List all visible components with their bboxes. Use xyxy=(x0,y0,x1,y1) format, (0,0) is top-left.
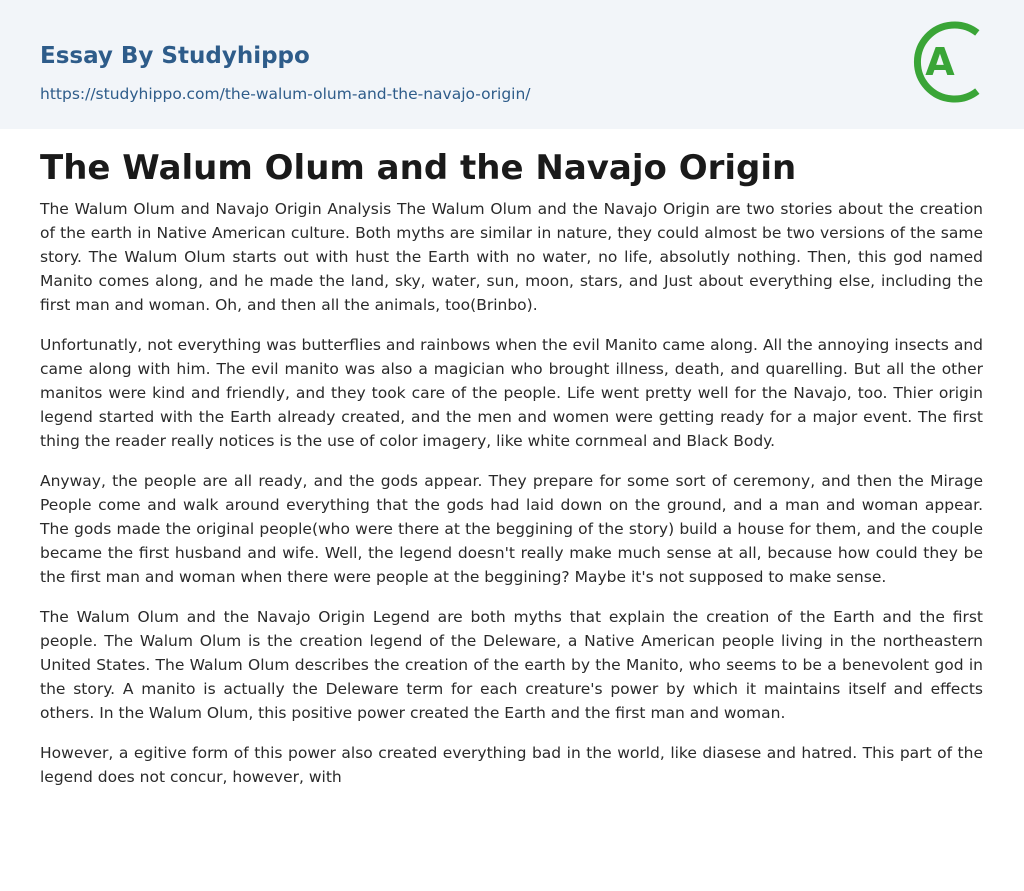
article xyxy=(40,145,983,805)
logo-letter: A xyxy=(925,40,955,84)
article-paragraph: Anyway, the people are all ready, and the gods appear. They prepare for some sort of ceremony, and then the Mirage People come and walk around everything that the gods had laid down on the ground, and a man and woman appear. The gods made the original people(who were there at the beggining of the story) build a house for them, and the couple became the first husband and wife. Well, the legend doesn't really make much sense at all, because how could they be the first man and woman when there were people at the beggining? Maybe it's not supposed to make sense. xyxy=(40,472,983,586)
article-paragraph: Unfortunatly, not everything was butterflies and rainbows when the evil Manito came along. All the annoying insects and came along with him. The evil manito was also a magician who brought illness, death, and quarelling. But all the other manitos were kind and friendly, and they took care of the people. Life went pretty well for the Navajo, too. Thier origin legend started with the Earth already created, and the men and women were getting ready for a major event. The first thing the reader really notices is the use of color imagery, like white cornmeal and Black Body. xyxy=(40,336,983,450)
article-paragraph: The Walum Olum and Navajo Origin Analysis The Walum Olum and the Navajo Origin are two stories about the creation of the earth in Native American culture. Both myths are similar in nature, they could almost be two versions of the same story. The Walum Olum starts out with hust the Earth with no water, no life, absolutly nothing. Then, this god named Manito comes along, and he made the land, sky, water, sun, moon, stars, and Just about everything else, including the first man and woman. Oh, and then all the animals, too(Brinbo). xyxy=(40,200,983,314)
page-title: The Walum Olum and the Navajo Origin xyxy=(40,148,797,188)
source-url-link[interactable]: https://studyhippo.com/the-walum-olum-and-the-navajo-origin/ xyxy=(40,85,531,103)
studyhippo-logo-icon[interactable] xyxy=(910,18,988,106)
site-header xyxy=(0,0,1024,129)
article-paragraph: The Walum Olum and the Navajo Origin Legend are both myths that explain the creation of the Earth and the first people. The Walum Olum is the creation legend of the Deleware, a Native American people living in the northeastern United States. The Walum Olum describes the creation of the earth by the Manito, who seems to be a benevolent god in the story. A manito is actually the Deleware term for each creature's power by which it maintains itself and effects others. In the Walum Olum, this positive power created the Earth and the first man and woman. xyxy=(40,608,983,722)
article-paragraph: However, a egitive form of this power also created everything bad in the world, like diasese and hatred. This part of the legend does not concur, however, with xyxy=(40,744,983,786)
brand-title: Essay By Studyhippo xyxy=(40,43,310,69)
